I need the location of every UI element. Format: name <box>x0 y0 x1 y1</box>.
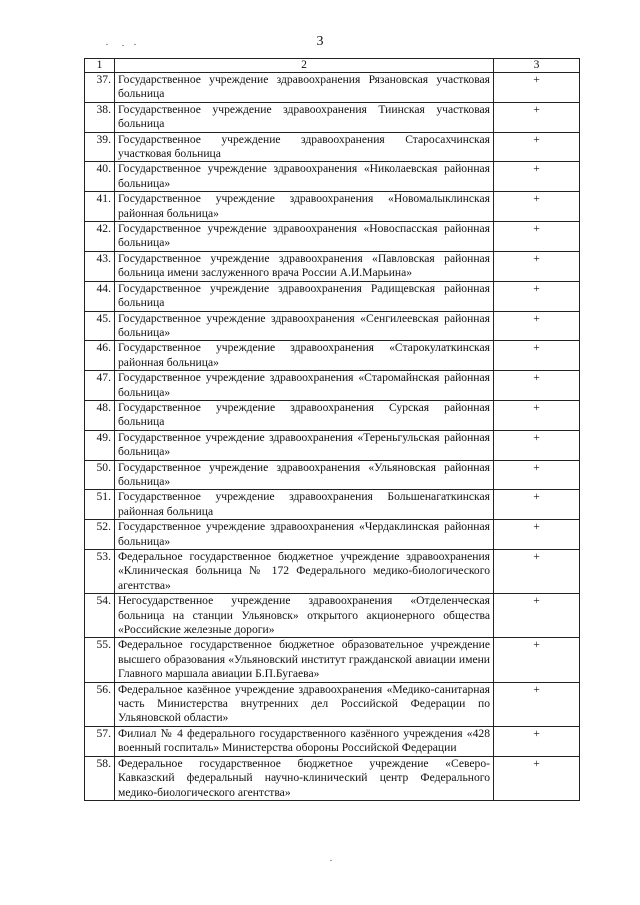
inclusion-mark: + <box>494 400 580 430</box>
institution-name: Государственное учреждение здравоохранения Рязановская участковая больница <box>115 73 494 103</box>
inclusion-mark: + <box>494 490 580 520</box>
institution-name: Федеральное казённое учреждение здравоохранения «Медико-санитарная часть Министерства внутренних дел Российской Федерации по Ульяновской области» <box>115 682 494 726</box>
institution-name: Негосударственное учреждение здравоохранения «Отделенческая больница на станции Ульяновск» открытого акционерного общества «Российские железные дороги» <box>115 594 494 638</box>
inclusion-mark: + <box>494 222 580 252</box>
scan-speck <box>106 44 108 45</box>
table-row <box>85 371 580 401</box>
row-number: 51. <box>85 490 115 520</box>
row-number: 43. <box>85 251 115 281</box>
row-number: 53. <box>85 550 115 594</box>
row-number: 54. <box>85 594 115 638</box>
inclusion-mark: + <box>494 102 580 132</box>
column-header-2: 2 <box>115 59 494 73</box>
row-number: 39. <box>85 132 115 162</box>
inclusion-mark: + <box>494 726 580 756</box>
institution-name: Государственное учреждение здравоохранения «Николаевская районная больница» <box>115 162 494 192</box>
table-row <box>85 341 580 371</box>
institution-name: Государственное учреждение здравоохранения «Тереньгульская районная больница» <box>115 430 494 460</box>
institution-name: Государственное учреждение здравоохранения Тиинская участковая больница <box>115 102 494 132</box>
row-number: 56. <box>85 682 115 726</box>
inclusion-mark: + <box>494 371 580 401</box>
table-row <box>85 192 580 222</box>
table-row <box>85 73 580 103</box>
table-row <box>85 550 580 594</box>
institution-name: Государственное учреждение здравоохранения «Новоспасская районная больница» <box>115 222 494 252</box>
scan-speck <box>134 44 136 45</box>
table-row <box>85 682 580 726</box>
institution-name: Государственное учреждение здравоохранения «Ульяновская районная больница» <box>115 460 494 490</box>
row-number: 55. <box>85 638 115 682</box>
table-body <box>85 73 580 801</box>
inclusion-mark: + <box>494 520 580 550</box>
inclusion-mark: + <box>494 281 580 311</box>
row-number: 50. <box>85 460 115 490</box>
hospital-table <box>84 58 580 801</box>
inclusion-mark: + <box>494 132 580 162</box>
institution-name: Государственное учреждение здравоохранения «Павловская районная больница имени заслуженного врача России А.И.Марьина» <box>115 251 494 281</box>
table-row <box>85 222 580 252</box>
table-row <box>85 162 580 192</box>
institution-name: Государственное учреждение здравоохранения Сурская районная больница <box>115 400 494 430</box>
inclusion-mark: + <box>494 162 580 192</box>
inclusion-mark: + <box>494 192 580 222</box>
institution-name: Государственное учреждение здравоохранения «Новомалыклинская районная больница» <box>115 192 494 222</box>
row-number: 47. <box>85 371 115 401</box>
table-row <box>85 281 580 311</box>
institution-name: Государственное учреждение здравоохранения Старосахчинская участковая больница <box>115 132 494 162</box>
column-header-1: 1 <box>85 59 115 73</box>
inclusion-mark: + <box>494 756 580 800</box>
row-number: 44. <box>85 281 115 311</box>
table-row <box>85 638 580 682</box>
inclusion-mark: + <box>494 311 580 341</box>
row-number: 49. <box>85 430 115 460</box>
inclusion-mark: + <box>494 251 580 281</box>
table-row <box>85 400 580 430</box>
inclusion-mark: + <box>494 594 580 638</box>
page-number: 3 <box>316 34 324 49</box>
row-number: 41. <box>85 192 115 222</box>
inclusion-mark: + <box>494 73 580 103</box>
institution-name: Государственное учреждение здравоохранения Большенагаткинская районная больница <box>115 490 494 520</box>
inclusion-mark: + <box>494 341 580 371</box>
table-row <box>85 430 580 460</box>
table-row <box>85 520 580 550</box>
institution-name: Федеральное государственное бюджетное учреждение «Северо-Кавказский федеральный научно-клинический центр Федерального медико-биологического агентства» <box>115 756 494 800</box>
institution-name: Государственное учреждение здравоохранения Радищевская районная больница <box>115 281 494 311</box>
table-row <box>85 460 580 490</box>
row-number: 58. <box>85 756 115 800</box>
table-row <box>85 490 580 520</box>
table-row <box>85 756 580 800</box>
inclusion-mark: + <box>494 682 580 726</box>
inclusion-mark: + <box>494 460 580 490</box>
row-number: 42. <box>85 222 115 252</box>
institution-name: Государственное учреждение здравоохранения «Старомайнская районная больница» <box>115 371 494 401</box>
table-row <box>85 726 580 756</box>
inclusion-mark: + <box>494 638 580 682</box>
institution-name: Федеральное государственное бюджетное образовательное учреждение высшего образования «Ульяновский институт гражданской авиации имени Главного маршала авиации Б.П.Бугаева» <box>115 638 494 682</box>
institution-name: Филиал № 4 федерального государственного казённого учреждения «428 военный госпиталь» Министерства обороны Российской Федерации <box>115 726 494 756</box>
column-header-3: 3 <box>494 59 580 73</box>
row-number: 52. <box>85 520 115 550</box>
row-number: 38. <box>85 102 115 132</box>
institution-name: Государственное учреждение здравоохранения «Сенгилеевская районная больница» <box>115 311 494 341</box>
row-number: 57. <box>85 726 115 756</box>
table-row <box>85 594 580 638</box>
row-number: 48. <box>85 400 115 430</box>
row-number: 40. <box>85 162 115 192</box>
institution-name: Федеральное государственное бюджетное учреждение здравоохранения «Клиническая больница № 172 Федерального медико-биологического агентства» <box>115 550 494 594</box>
institution-name: Государственное учреждение здравоохранения «Старокулаткинская районная больница» <box>115 341 494 371</box>
inclusion-mark: + <box>494 550 580 594</box>
table-row <box>85 102 580 132</box>
row-number: 46. <box>85 341 115 371</box>
header-row <box>85 59 580 73</box>
row-number: 45. <box>85 311 115 341</box>
scan-speck <box>330 860 332 861</box>
table-row <box>85 132 580 162</box>
row-number: 37. <box>85 73 115 103</box>
inclusion-mark: + <box>494 430 580 460</box>
table-row <box>85 251 580 281</box>
scan-speck <box>122 45 124 46</box>
institution-name: Государственное учреждение здравоохранения «Чердаклинская районная больница» <box>115 520 494 550</box>
table-row <box>85 311 580 341</box>
